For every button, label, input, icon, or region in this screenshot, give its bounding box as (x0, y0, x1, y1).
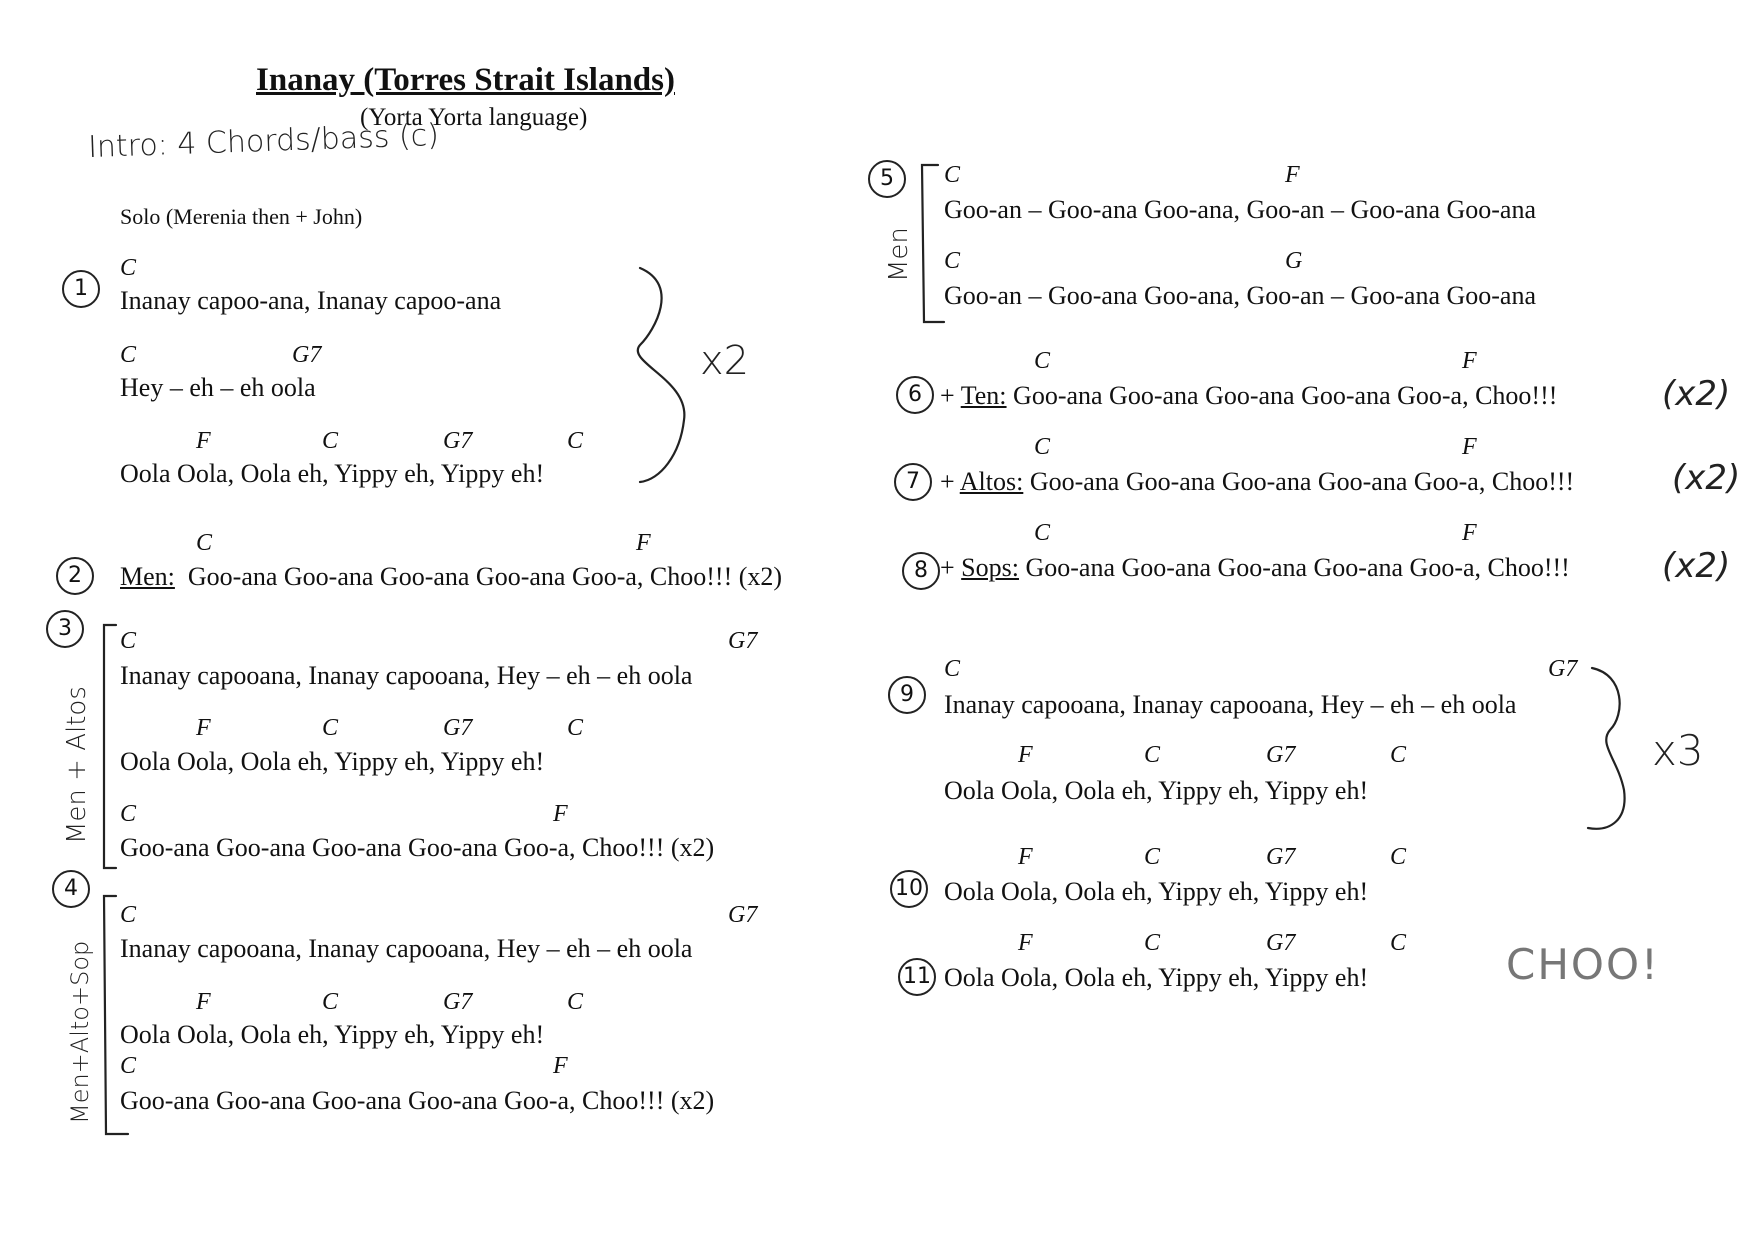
part-label: Altos: (959, 467, 1024, 496)
chord: G7 (1266, 844, 1296, 870)
lyric-line: Oola Oola, Oola eh, Yippy eh, Yippy eh! (120, 747, 545, 776)
lyric-text: Goo-ana Goo-ana Goo-ana Goo-ana Goo-a, Choo!!! (1023, 467, 1575, 496)
chord: C (567, 715, 584, 741)
page-title: Inanay (Torres Strait Islands) (256, 62, 675, 98)
lyric-line: Inanay capooana, Inanay capooana, Hey – eh – eh oola (120, 661, 693, 690)
chord: F (196, 715, 211, 741)
section-number-11: 11 (898, 958, 936, 996)
chord: C (1144, 930, 1161, 956)
repeat-mark: (x2) (1662, 374, 1731, 414)
chord: G7 (1548, 656, 1578, 682)
chord: C (944, 248, 961, 274)
lyric-line: Inanay capooana, Inanay capooana, Hey – eh – eh oola (944, 690, 1517, 719)
section-number-6: 6 (896, 376, 934, 414)
chord: C (196, 530, 213, 556)
chord: C (1390, 930, 1407, 956)
chord: G7 (728, 628, 758, 654)
voice-part-label: Men (884, 227, 914, 282)
brace-section-9 (1588, 668, 1625, 829)
chord: C (1144, 844, 1161, 870)
lyric-line (120, 562, 782, 592)
chord: C (944, 162, 961, 188)
chord: C (120, 801, 137, 827)
section-number-8: 8 (902, 552, 940, 590)
chord: G7 (443, 715, 473, 741)
chord: C (567, 989, 584, 1015)
chord: G7 (292, 342, 322, 368)
chord: C (944, 656, 961, 682)
part-label: Ten: (960, 381, 1007, 410)
lyric-text: Goo-ana Goo-ana Goo-ana Goo-ana Goo-a, Choo!!! (1006, 381, 1558, 410)
section-number-2: 2 (56, 557, 94, 595)
chord: G7 (443, 428, 473, 454)
bracket-section-5 (922, 165, 944, 322)
chord: F (553, 801, 568, 827)
bracket-section-3 (104, 625, 116, 868)
lyric-line: Oola Oola, Oola eh, Yippy eh, Yippy eh! (944, 963, 1369, 992)
chord: G7 (443, 989, 473, 1015)
section-number-4: 4 (52, 870, 90, 908)
chord: G7 (1266, 930, 1296, 956)
chord: C (322, 715, 339, 741)
voice-part-label: Men+Alto+Sop (66, 940, 94, 1124)
section-number-7: 7 (894, 463, 932, 501)
plus-sign: + (940, 467, 960, 496)
chord: C (567, 428, 584, 454)
lyric-line: Oola Oola, Oola eh, Yippy eh, Yippy eh! (944, 776, 1369, 805)
repeat-mark: x3 (1652, 726, 1704, 775)
lyric-line: Oola Oola, Oola eh, Yippy eh, Yippy eh! (120, 459, 545, 488)
lyric-line: Goo-an – Goo-ana Goo-ana, Goo-an – Goo-ana Goo-ana (944, 195, 1537, 224)
lyric-text: Goo-ana Goo-ana Goo-ana Goo-ana Goo-a, Choo!!! (1018, 553, 1570, 582)
repeat-mark: (x2) (1672, 458, 1741, 498)
chord: C (120, 255, 137, 281)
chord: F (1462, 520, 1477, 546)
lyric-line: Oola Oola, Oola eh, Yippy eh, Yippy eh! (120, 1020, 545, 1049)
lyric-line (940, 381, 1557, 411)
ending-handwritten-choo: CHOO! (1506, 940, 1660, 989)
chord: F (196, 428, 211, 454)
solo-note: Solo (Merenia then + John) (120, 204, 363, 229)
plus-sign: + (940, 553, 962, 582)
chord: F (1018, 742, 1033, 768)
chord: C (322, 428, 339, 454)
part-label: Sops: (961, 553, 1019, 582)
plus-sign: + (940, 381, 961, 410)
chord: F (196, 989, 211, 1015)
chord: F (1462, 434, 1477, 460)
chord: F (636, 530, 651, 556)
chord: C (1390, 742, 1407, 768)
chord: F (553, 1053, 568, 1079)
lyric-line: Goo-an – Goo-ana Goo-ana, Goo-an – Goo-ana Goo-ana (944, 281, 1537, 310)
section-number-10: 10 (890, 870, 928, 908)
page-subtitle: (Yorta Yorta language) (360, 104, 588, 131)
repeat-mark: x2 (700, 338, 750, 384)
voice-part-label: Men + Altos (62, 686, 92, 844)
chord: G (1285, 248, 1303, 274)
lyric-line (940, 553, 1570, 583)
chord: C (322, 989, 339, 1015)
section-number-5: 5 (868, 160, 906, 198)
intro-handwritten-note: Intro: 4 Chords/bass (c) (87, 117, 440, 166)
chord: F (1285, 162, 1300, 188)
lyric-line: Oola Oola, Oola eh, Yippy eh, Yippy eh! (944, 877, 1369, 906)
section-number-1: 1 (62, 270, 100, 308)
lyric-line: Goo-ana Goo-ana Goo-ana Goo-ana Goo-a, Choo!!! (x2) (120, 1086, 715, 1115)
lyric-line: Inanay capooana, Inanay capooana, Hey – eh – eh oola (120, 934, 693, 963)
chord: G7 (728, 902, 758, 928)
section-number-9: 9 (888, 676, 926, 714)
chord: C (1390, 844, 1407, 870)
chord: F (1018, 844, 1033, 870)
chord: C (120, 902, 137, 928)
chord: C (120, 1053, 137, 1079)
chord: C (120, 628, 137, 654)
part-label: Men: (120, 562, 175, 591)
chord: F (1018, 930, 1033, 956)
repeat-mark: (x2) (1662, 546, 1731, 586)
chord: C (120, 342, 137, 368)
chord: G7 (1266, 742, 1296, 768)
chord: F (1462, 348, 1477, 374)
chord: C (1034, 348, 1051, 374)
chord: C (1034, 434, 1051, 460)
lyric-line: Hey – eh – eh oola (120, 373, 316, 402)
lyric-line: Inanay capoo-ana, Inanay capoo-ana (120, 286, 502, 315)
lyric-line (940, 467, 1574, 497)
section-number-3: 3 (46, 610, 84, 648)
lyric-text: Goo-ana Goo-ana Goo-ana Goo-ana Goo-a, Choo!!! (x2) (187, 562, 783, 591)
lyric-line: Goo-ana Goo-ana Goo-ana Goo-ana Goo-a, Choo!!! (x2) (120, 833, 715, 862)
brace-section-1 (638, 268, 685, 482)
chord: C (1144, 742, 1161, 768)
chord: C (1034, 520, 1051, 546)
